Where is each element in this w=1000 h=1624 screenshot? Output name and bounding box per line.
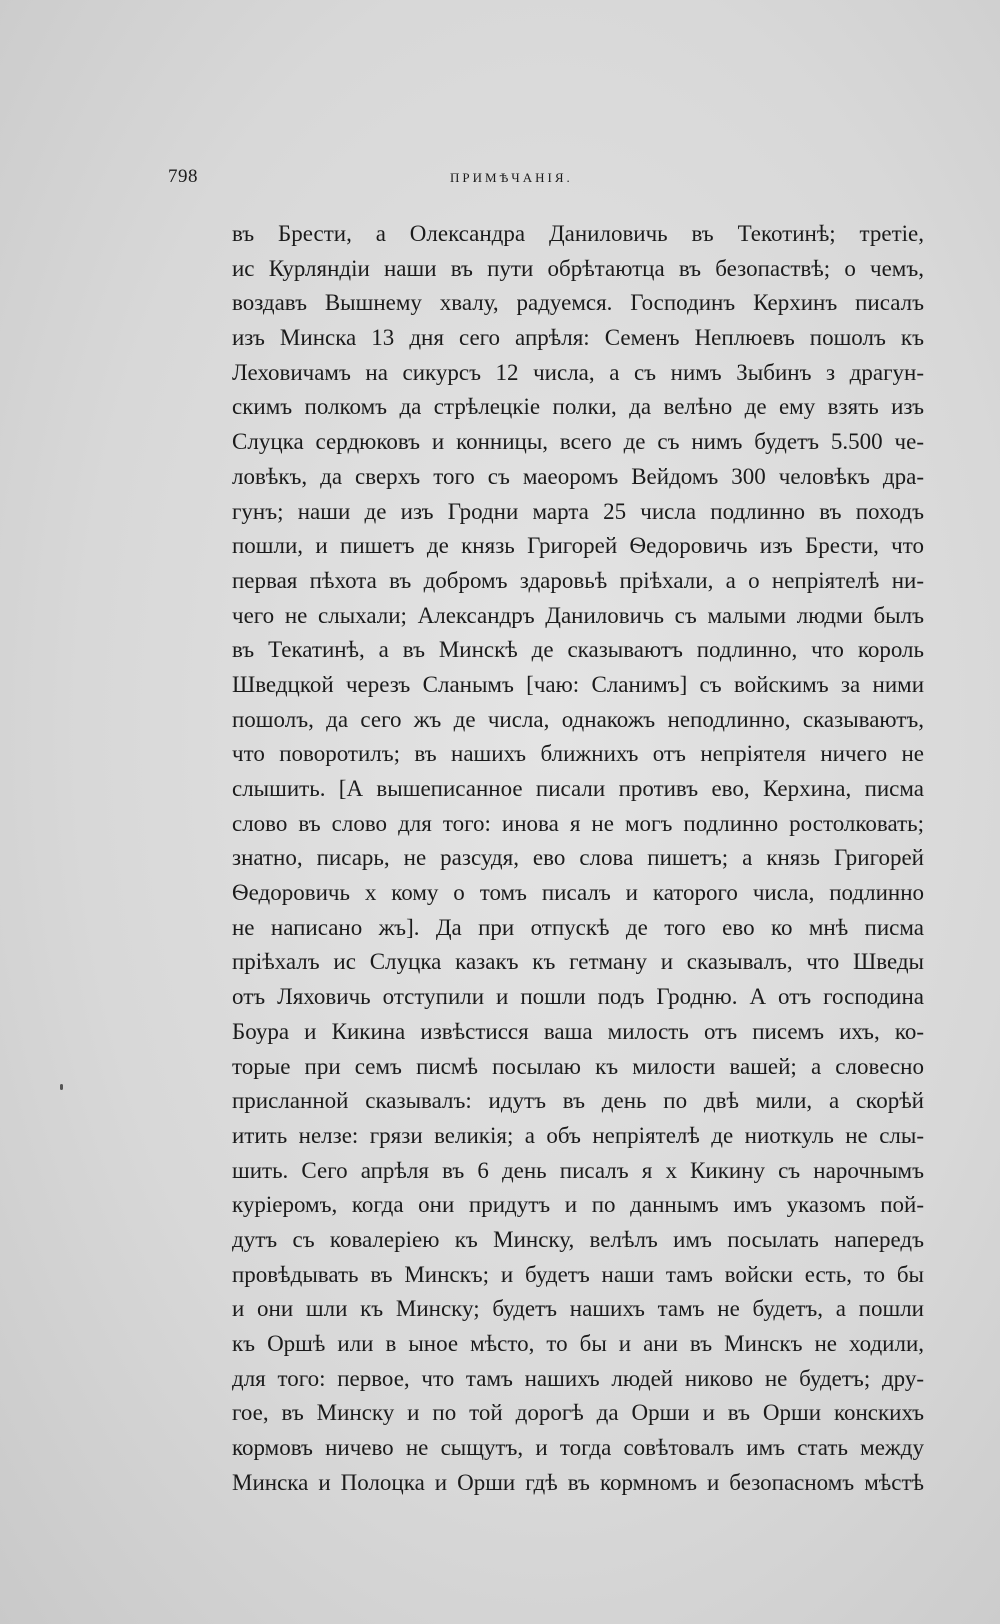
text-line: шить. Сего апрѣля въ 6 день писалъ я х Кикину съ нарочнымъ <box>232 1157 924 1183</box>
text-line: куріеромъ, когда они придутъ и по даннымъ имъ указомъ пой- <box>232 1192 924 1218</box>
text-line: пошли, и пишетъ де князь Григорей Ѳедоровичь изъ Брести, что <box>232 533 924 559</box>
text-line: Боура и Кикина извѣстисся ваша милость отъ писемъ ихъ, ко- <box>232 1018 924 1044</box>
text-line: въ Текатинѣ, а въ Минскѣ де сказываютъ подлинно, что король <box>232 637 924 663</box>
text-line: гое, въ Минску и по той дорогѣ да Орши и въ Орши конскихъ <box>232 1400 924 1426</box>
text-line: пріѣхалъ ис Слуцка казакъ къ гетману и сказывалъ, что Шведы <box>232 949 924 975</box>
text-line: слово въ слово для того: инова я не могъ подлинно ростолковать; <box>232 810 924 836</box>
text-line: Слуцка сердюковъ и конницы, всего де съ нимъ будетъ 5.500 че- <box>232 429 924 455</box>
text-line: Минска и Полоцка и Орши гдѣ въ кормномъ и безопасномъ мѣстѣ <box>232 1469 924 1495</box>
text-line: для того: первое, что тамъ нашихъ людей никово не будетъ; дру- <box>232 1365 924 1391</box>
text-line: отъ Ляховичь отступили и пошли подъ Гродню. А отъ господина <box>232 984 924 1010</box>
text-line: къ Оршѣ или в ыное мѣсто, то бы и ани въ Минскъ не ходили, <box>232 1331 924 1356</box>
text-line: не написано жъ]. Да при отпускѣ де того ево ко мнѣ писма <box>232 914 924 940</box>
text-line: ловѣкъ, да сверхъ того съ маеоромъ Вейдомъ 300 человѣкъ дра- <box>232 463 924 489</box>
page-header <box>150 166 930 196</box>
text-line: присланной сказывалъ: идутъ въ день по двѣ мили, а скорѣй <box>232 1088 924 1114</box>
text-line: Леховичамъ на сикурсъ 12 числа, а съ нимъ Зыбинъ з драгун- <box>232 359 924 385</box>
text-line: чего не слыхали; Александръ Даниловичь съ малыми людми былъ <box>232 602 924 628</box>
text-line: изъ Минска 13 дня сего апрѣля: Семенъ Неплюевъ пошолъ къ <box>232 325 924 351</box>
text-line: воздавъ Вышнему хвалу, радуемся. Господинъ Керхинъ писалъ <box>232 290 924 316</box>
text-line: дутъ съ ковалеріею къ Минску, велѣлъ имъ посылать напередъ <box>232 1226 924 1252</box>
ink-speck <box>60 1084 63 1090</box>
text-line: провѣдывать въ Минскъ; и будетъ наши тамъ войски есть, то бы <box>232 1261 924 1287</box>
text-line: ис Курляндіи наши въ пути обрѣтаютца въ безопаствѣ; о чемъ, <box>232 255 924 281</box>
text-line: гунъ; наши де изъ Гродни марта 25 числа подлинно въ походъ <box>232 498 924 524</box>
text-line: торые при семъ писмѣ посылаю къ милости вашей; а словесно <box>232 1053 924 1079</box>
running-head: ПРИМѢЧАНІЯ. <box>450 170 573 185</box>
body-text <box>232 217 924 1500</box>
text-line: пошолъ, да сего жъ де числа, однакожъ неподлинно, сказываютъ, <box>232 706 924 732</box>
text-line: и они шли къ Минску; будетъ нашихъ тамъ не будетъ, а пошли <box>232 1296 924 1322</box>
text-line: въ Брести, а Олександра Даниловичь въ Текотинѣ; третіе, <box>232 221 924 246</box>
text-line: Шведцкой черезъ Сланымъ [чаю: Сланимъ] съ войскимъ за ними <box>232 671 924 697</box>
text-line: первая пѣхота въ добромъ здаровьѣ пріѣхали, а о непріятелѣ ни- <box>232 567 924 593</box>
text-line: итить нелзе: грязи великія; а объ непріятелѣ де ниоткуль не слы- <box>232 1122 924 1148</box>
text-line: Ѳедоровичь х кому о томъ писалъ и каторого числа, подлинно <box>232 880 924 906</box>
text-line: знатно, писарь, не разсудя, ево слова пишетъ; а князь Григорей <box>232 845 924 871</box>
text-line: скимъ полкомъ да стрѣлецкіе полки, да велѣно де ему взять изъ <box>232 394 924 420</box>
page-number: 798 <box>168 166 198 187</box>
text-line: слышить. [А вышеписанное писали противъ ево, Керхина, писма <box>232 776 924 801</box>
text-line: кормовъ ничево не сыщутъ, и тогда совѣтовалъ имъ стать между <box>232 1435 924 1461</box>
text-line: что поворотилъ; въ нашихъ ближнихъ отъ непріятеля ничего не <box>232 741 924 767</box>
